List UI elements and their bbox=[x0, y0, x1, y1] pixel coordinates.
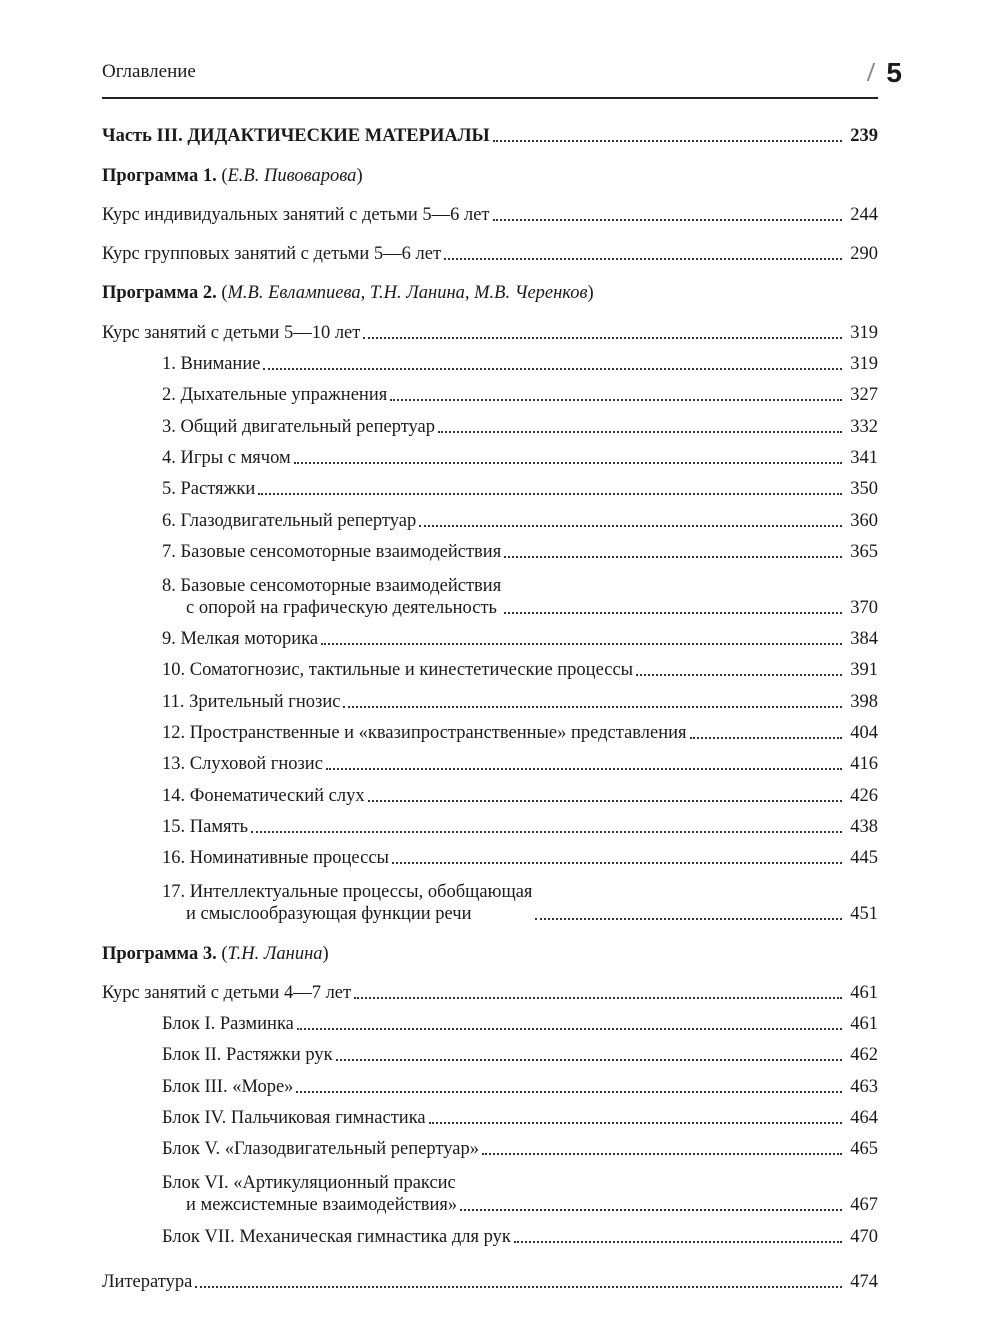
toc-subentry[interactable] bbox=[102, 1098, 878, 1129]
toc-subentry[interactable] bbox=[102, 619, 878, 650]
toc-entry-label-line2: и межсистемные взаимодействия» bbox=[186, 1195, 458, 1216]
toc-entry-page: 445 bbox=[850, 848, 878, 869]
toc-entry-label: 9. Мелкая моторика bbox=[162, 629, 319, 650]
toc-subentry[interactable] bbox=[102, 438, 878, 469]
leader-dots bbox=[429, 1122, 842, 1124]
leader-dots bbox=[297, 1028, 842, 1030]
toc-entry-label: Блок II. Растяжки рук bbox=[162, 1045, 333, 1066]
toc-entry-part3[interactable] bbox=[102, 116, 878, 147]
toc-subentry[interactable] bbox=[102, 1035, 878, 1066]
toc-subentry[interactable] bbox=[102, 344, 878, 375]
leader-dots bbox=[482, 1153, 842, 1155]
toc-entry-label: 2. Дыхательные упражнения bbox=[162, 385, 388, 406]
toc-entry-label: Курс занятий с детьми 5—10 лет bbox=[102, 322, 361, 343]
leader-dots bbox=[504, 612, 842, 614]
toc-entry-page: 319 bbox=[850, 322, 878, 343]
leader-dots bbox=[392, 862, 842, 864]
leader-dots bbox=[368, 800, 842, 802]
toc-entry-label: Часть III. ДИДАКТИЧЕСКИЕ МАТЕРИАЛЫ bbox=[102, 126, 490, 147]
toc-entry-label: 7. Базовые сенсомоторные взаимодействия bbox=[162, 541, 502, 562]
paren-open: ( bbox=[216, 283, 228, 304]
leader-dots bbox=[326, 768, 842, 770]
toc-subentry[interactable] bbox=[102, 807, 878, 838]
toc-entry-page: 461 bbox=[850, 1014, 878, 1035]
toc-entry[interactable] bbox=[102, 973, 878, 1004]
toc-subentry[interactable] bbox=[102, 869, 878, 925]
toc-entry-page: 391 bbox=[850, 660, 878, 681]
toc-entry-label: 3. Общий двигательный репертуар bbox=[162, 416, 436, 437]
toc-entry-page: 319 bbox=[850, 354, 878, 375]
leader-dots bbox=[419, 525, 842, 527]
toc-subentry[interactable] bbox=[102, 775, 878, 806]
toc-entry-page: 384 bbox=[850, 629, 878, 650]
leader-dots bbox=[690, 737, 842, 739]
toc-entry-page: 463 bbox=[850, 1076, 878, 1097]
paren-open: ( bbox=[216, 165, 228, 186]
leader-dots bbox=[336, 1059, 842, 1061]
toc-entry-label: 13. Слуховой гнозис bbox=[162, 754, 323, 775]
toc-subentry[interactable] bbox=[102, 406, 878, 437]
toc-entry-label: Курс индивидуальных занятий с детьми 5—6 лет bbox=[102, 204, 490, 225]
toc-entry-page: 461 bbox=[850, 982, 878, 1003]
toc-entry-page: 474 bbox=[850, 1271, 878, 1292]
toc-entry-label: Блок V. «Глазодвигательный репертуар» bbox=[162, 1139, 479, 1160]
leader-dots bbox=[460, 1209, 842, 1211]
program-label: Программа 3. bbox=[102, 943, 217, 964]
toc-subentry[interactable] bbox=[102, 469, 878, 500]
program-heading-3 bbox=[102, 933, 878, 964]
toc-entry-page: 426 bbox=[850, 785, 878, 806]
toc-entry-page: 398 bbox=[850, 691, 878, 712]
toc-entry-label: 16. Номинативные процессы bbox=[162, 848, 389, 869]
page-number: 5 bbox=[886, 57, 902, 88]
toc-entry-label: 10. Соматогнозис, тактильные и кинестетические процессы bbox=[162, 660, 634, 681]
toc-entry-label: 5. Растяжки bbox=[162, 479, 256, 500]
toc-subentry[interactable] bbox=[102, 500, 878, 531]
toc-entry-page: 239 bbox=[850, 126, 878, 147]
toc-entry-label-line1: 17. Интеллектуальные процессы, обобщающая bbox=[162, 882, 533, 903]
toc-subentry[interactable] bbox=[102, 1160, 878, 1216]
toc-entry-label: Блок VII. Механическая гимнастика для рук bbox=[162, 1226, 511, 1247]
leader-dots bbox=[363, 337, 842, 339]
leader-dots bbox=[514, 1241, 842, 1243]
toc-entry-page: 290 bbox=[850, 244, 878, 265]
header-slash-mark bbox=[867, 63, 876, 81]
program-author: М.В. Евлампиева, Т.Н. Ланина, М.В. Черенков bbox=[227, 283, 588, 304]
toc-entry-label-line1: Блок VI. «Артикуляционный праксис bbox=[162, 1173, 456, 1194]
leader-dots bbox=[493, 219, 842, 221]
toc-entry-page: 360 bbox=[850, 510, 878, 531]
toc-entry-label: 15. Память bbox=[162, 816, 249, 837]
toc-entry-label: Литература bbox=[102, 1271, 193, 1292]
paren-close: ) bbox=[356, 165, 363, 186]
leader-dots bbox=[294, 462, 842, 464]
toc-subentry[interactable] bbox=[102, 838, 878, 869]
toc-entry-page: 465 bbox=[850, 1139, 878, 1160]
leader-dots bbox=[296, 1091, 842, 1093]
toc-entry-page: 416 bbox=[850, 754, 878, 775]
toc-subentry[interactable] bbox=[102, 375, 878, 406]
leader-dots bbox=[390, 399, 842, 401]
toc-entry-label: 11. Зрительный гнозис bbox=[162, 691, 341, 712]
program-heading-1 bbox=[102, 155, 878, 186]
toc-entry[interactable] bbox=[102, 312, 878, 343]
toc-entry-label: Блок I. Разминка bbox=[162, 1014, 294, 1035]
toc-entry-page: 327 bbox=[850, 385, 878, 406]
running-header bbox=[102, 55, 902, 89]
leader-dots bbox=[438, 431, 842, 433]
program-author: Т.Н. Ланина bbox=[227, 943, 323, 964]
toc-entry-page: 332 bbox=[850, 416, 878, 437]
toc-subentry[interactable] bbox=[102, 744, 878, 775]
toc-subentry[interactable] bbox=[102, 532, 878, 563]
toc-entry-label-line2: и смыслообразующая функции речи bbox=[186, 904, 472, 925]
table-of-contents bbox=[102, 116, 878, 1293]
toc-entry-page: 365 bbox=[850, 541, 878, 562]
toc-entry-page: 438 bbox=[850, 816, 878, 837]
program-heading-2 bbox=[102, 273, 878, 304]
toc-entry-label-line2: с опорой на графическую деятельность bbox=[186, 597, 497, 618]
leader-dots bbox=[195, 1286, 842, 1288]
toc-entry-label: Курс групповых занятий с детьми 5—6 лет bbox=[102, 244, 442, 265]
leader-dots bbox=[343, 706, 842, 708]
toc-entry-label: 6. Глазодвигательный репертуар bbox=[162, 510, 417, 531]
leader-dots bbox=[493, 140, 842, 142]
toc-subentry[interactable] bbox=[102, 1216, 878, 1247]
header-rule bbox=[102, 97, 878, 99]
toc-entry-label: 14. Фонематический слух bbox=[162, 785, 365, 806]
toc-entry-label: 1. Внимание bbox=[162, 354, 261, 375]
toc-entry-page: 462 bbox=[850, 1045, 878, 1066]
leader-dots bbox=[636, 674, 842, 676]
paren-close: ) bbox=[322, 943, 329, 964]
leader-dots bbox=[354, 997, 842, 999]
program-author: Е.В. Пивоварова bbox=[227, 165, 357, 186]
leader-dots bbox=[251, 831, 842, 833]
running-header-title: Оглавление bbox=[102, 61, 196, 82]
leader-dots bbox=[535, 918, 842, 920]
toc-subentry[interactable] bbox=[102, 713, 878, 744]
toc-entry-page: 350 bbox=[850, 479, 878, 500]
toc-subentry[interactable] bbox=[102, 1004, 878, 1035]
toc-entry-label: Блок IV. Пальчиковая гимнастика bbox=[162, 1108, 426, 1129]
toc-entry-page: 244 bbox=[850, 204, 878, 225]
paren-open: ( bbox=[216, 943, 228, 964]
toc-entry-page: 467 bbox=[850, 1195, 878, 1216]
toc-entry-page: 464 bbox=[850, 1108, 878, 1129]
toc-entry-page: 341 bbox=[850, 447, 878, 468]
program-label: Программа 2. bbox=[102, 283, 217, 304]
leader-dots bbox=[263, 368, 842, 370]
toc-entry-page: 404 bbox=[850, 723, 878, 744]
leader-dots bbox=[504, 556, 842, 558]
leader-dots bbox=[444, 258, 842, 260]
toc-entry-label: 12. Пространственные и «квазипространственные» представления bbox=[162, 723, 687, 744]
paren-close: ) bbox=[587, 283, 594, 304]
toc-entry-label: Курс занятий с детьми 4—7 лет bbox=[102, 982, 352, 1003]
toc-subentry[interactable] bbox=[102, 650, 878, 681]
toc-entry-page: 470 bbox=[850, 1226, 878, 1247]
toc-subentry[interactable] bbox=[102, 1066, 878, 1097]
toc-entry[interactable] bbox=[102, 195, 878, 226]
toc-entry-label: 4. Игры с мячом bbox=[162, 447, 291, 468]
toc-entry-label: Блок III. «Море» bbox=[162, 1076, 294, 1097]
toc-entry-literature[interactable] bbox=[102, 1262, 878, 1293]
leader-dots bbox=[321, 643, 842, 645]
toc-entry-label-line1: 8. Базовые сенсомоторные взаимодействия bbox=[162, 575, 502, 596]
program-label: Программа 1. bbox=[102, 165, 217, 186]
toc-subentry[interactable] bbox=[102, 563, 878, 619]
toc-entry-page: 370 bbox=[850, 597, 878, 618]
leader-dots bbox=[258, 493, 842, 495]
toc-entry-page: 451 bbox=[850, 904, 878, 925]
toc-subentry[interactable] bbox=[102, 681, 878, 712]
toc-entry[interactable] bbox=[102, 234, 878, 265]
toc-subentry[interactable] bbox=[102, 1129, 878, 1160]
